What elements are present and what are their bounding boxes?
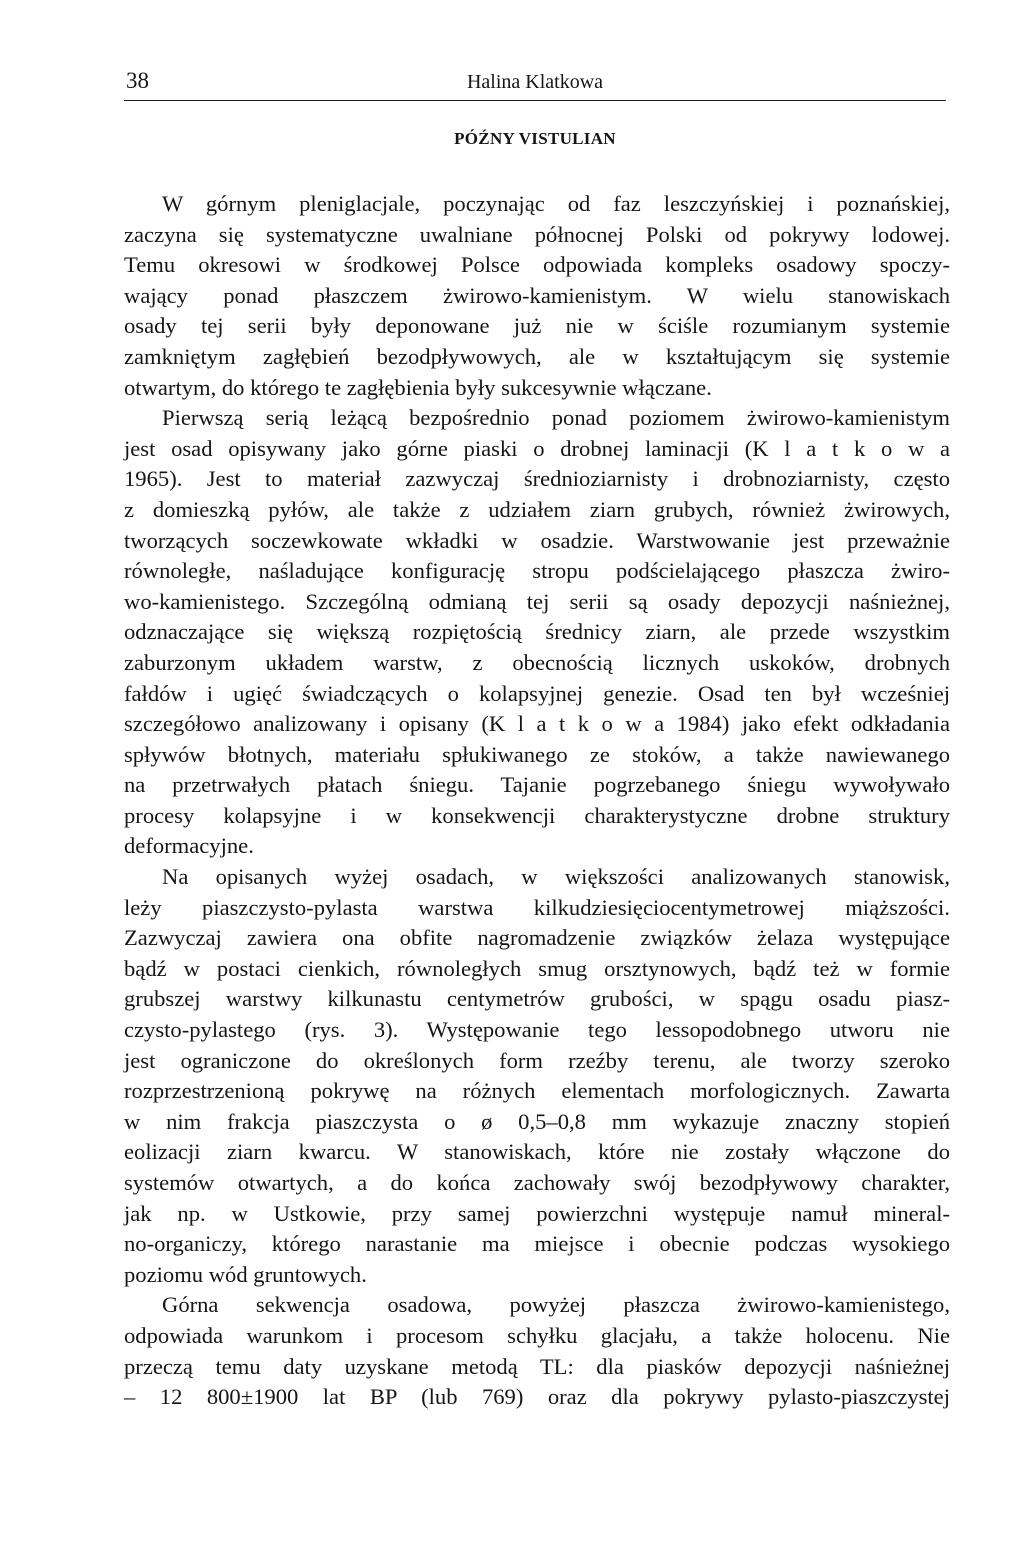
text-line: czysto-pylastego (rys. 3). Występowanie tego lessopodobnego utworu nie	[124, 1017, 950, 1043]
text-line: poziomu wód gruntowych.	[124, 1261, 367, 1287]
text-line: leży piaszczysto-pylasta warstwa kilkudziesięciocentymetrowej miąższości.	[124, 894, 950, 920]
text-line: jak np. w Ustkowie, przy samej powierzchni występuje namuł mineral-	[124, 1200, 950, 1226]
text-line: 1965). Jest to materiał zazwyczaj średnioziarnisty i drobnoziarnisty, często	[124, 466, 950, 492]
text-line: Na opisanych wyżej osadach, w większości analizowanych stanowisk,	[162, 864, 950, 890]
text-line: odznaczające się większą rozpiętością średnicy ziarn, ale przede wszystkim	[124, 619, 950, 645]
text-line: Górna sekwencja osadowa, powyżej płaszcza żwirowo-kamienistego,	[162, 1292, 950, 1318]
text-line: spływów błotnych, materiału spłukiwanego ze stoków, a także nawiewanego	[124, 741, 950, 767]
text-line: wający ponad płaszczem żwirowo-kamienistym. W wielu stanowiskach	[124, 282, 950, 308]
text-line: tworzących soczewkowate wkładki w osadzie. Warstwowanie jest przeważnie	[124, 527, 950, 553]
text-line: jest osad opisywany jako górne piaski o drobnej laminacji (K l a t k o w a	[124, 435, 950, 461]
text-line: grubszej warstwy kilkunastu centymetrów grubości, w spągu osadu piasz-	[124, 986, 950, 1012]
text-line: Temu okresowi w środkowej Polsce odpowiada kompleks osadowy spoczy-	[124, 252, 950, 278]
page-header	[124, 66, 946, 101]
text-line: procesy kolapsyjne i w konsekwencji charakterystyczne drobne struktury	[124, 802, 950, 828]
text-line: zaburzonym układem warstw, z obecnością licznych uskoków, drobnych	[124, 649, 950, 675]
text-line: bądź w postaci cienkich, równoległych smug orsztynowych, bądź też w formie	[124, 955, 950, 981]
text-line: W górnym pleniglacjale, poczynając od faz leszczyńskiej i poznańskiej,	[162, 191, 950, 216]
text-line: z domieszką pyłów, ale także z udziałem ziarn grubych, również żwirowych,	[124, 496, 950, 522]
text-line: no-organiczy, którego narastanie ma miejsce i obecnie podczas wysokiego	[124, 1231, 950, 1257]
text-line: zaczyna się systematyczne uwalniane północnej Polski od pokrywy lodowej.	[124, 221, 950, 247]
text-line: wo-kamienistego. Szczególną odmianą tej serii są osady depozycji naśnieżnej,	[124, 588, 950, 614]
text-line: szczegółowo analizowany i opisany (K l a t k o w a 1984) jako efekt odkładania	[124, 711, 950, 737]
text-line: zamkniętym zagłębień bezodpływowych, ale w kształtującym się systemie	[124, 343, 950, 369]
text-line: otwartym, do którego te zagłębienia były sukcesywnie włączane.	[124, 374, 712, 400]
text-line: przeczą temu daty uzyskane metodą TL: dla piasków depozycji naśnieżnej	[124, 1353, 950, 1379]
page-number: 38	[126, 68, 149, 93]
text-line: osady tej serii były deponowane już nie w ściśle rozumianym systemie	[124, 313, 950, 339]
text-line: odpowiada warunkom i procesom schyłku glacjału, a także holocenu. Nie	[124, 1322, 950, 1348]
text-line: Zazwyczaj zawiera ona obfite nagromadzenie związków żelaza występujące	[124, 925, 950, 951]
running-head: Halina Klatkowa	[466, 71, 604, 93]
section-title: PÓŹNY VISTULIAN	[454, 129, 616, 148]
text-line: równoległe, naśladujące konfigurację stropu podścielającego płaszcza żwiro-	[124, 558, 950, 584]
text-line: w nim frakcja piaszczysta o ø 0,5–0,8 mm wykazuje znaczny stopień	[124, 1108, 950, 1134]
text-line: – 12 800±1900 lat BP (lub 769) oraz dla pokrywy pylasto-piaszczystej	[124, 1384, 950, 1410]
text-line: na przetrwałych płatach śniegu. Tajanie pogrzebanego śniegu wywoływało	[124, 772, 950, 798]
body-text	[124, 189, 950, 1413]
text-line: jest ograniczone do określonych form rzeźby terenu, ale tworzy szeroko	[124, 1047, 950, 1073]
text-line: eolizacji ziarn kwarcu. W stanowiskach, które nie zostały włączone do	[124, 1139, 950, 1165]
text-line: fałdów i ugięć świadczących o kolapsyjnej genezie. Osad ten był wcześniej	[124, 680, 950, 706]
text-line: deformacyjne.	[124, 833, 254, 859]
text-line: rozprzestrzenioną pokrywę na różnych elementach morfologicznych. Zawarta	[124, 1078, 950, 1104]
text-line: systemów otwartych, a do końca zachowały swój bezodpływowy charakter,	[124, 1170, 950, 1195]
text-line: Pierwszą serią leżącą bezpośrednio ponad poziomem żwirowo-kamienistym	[162, 405, 950, 431]
